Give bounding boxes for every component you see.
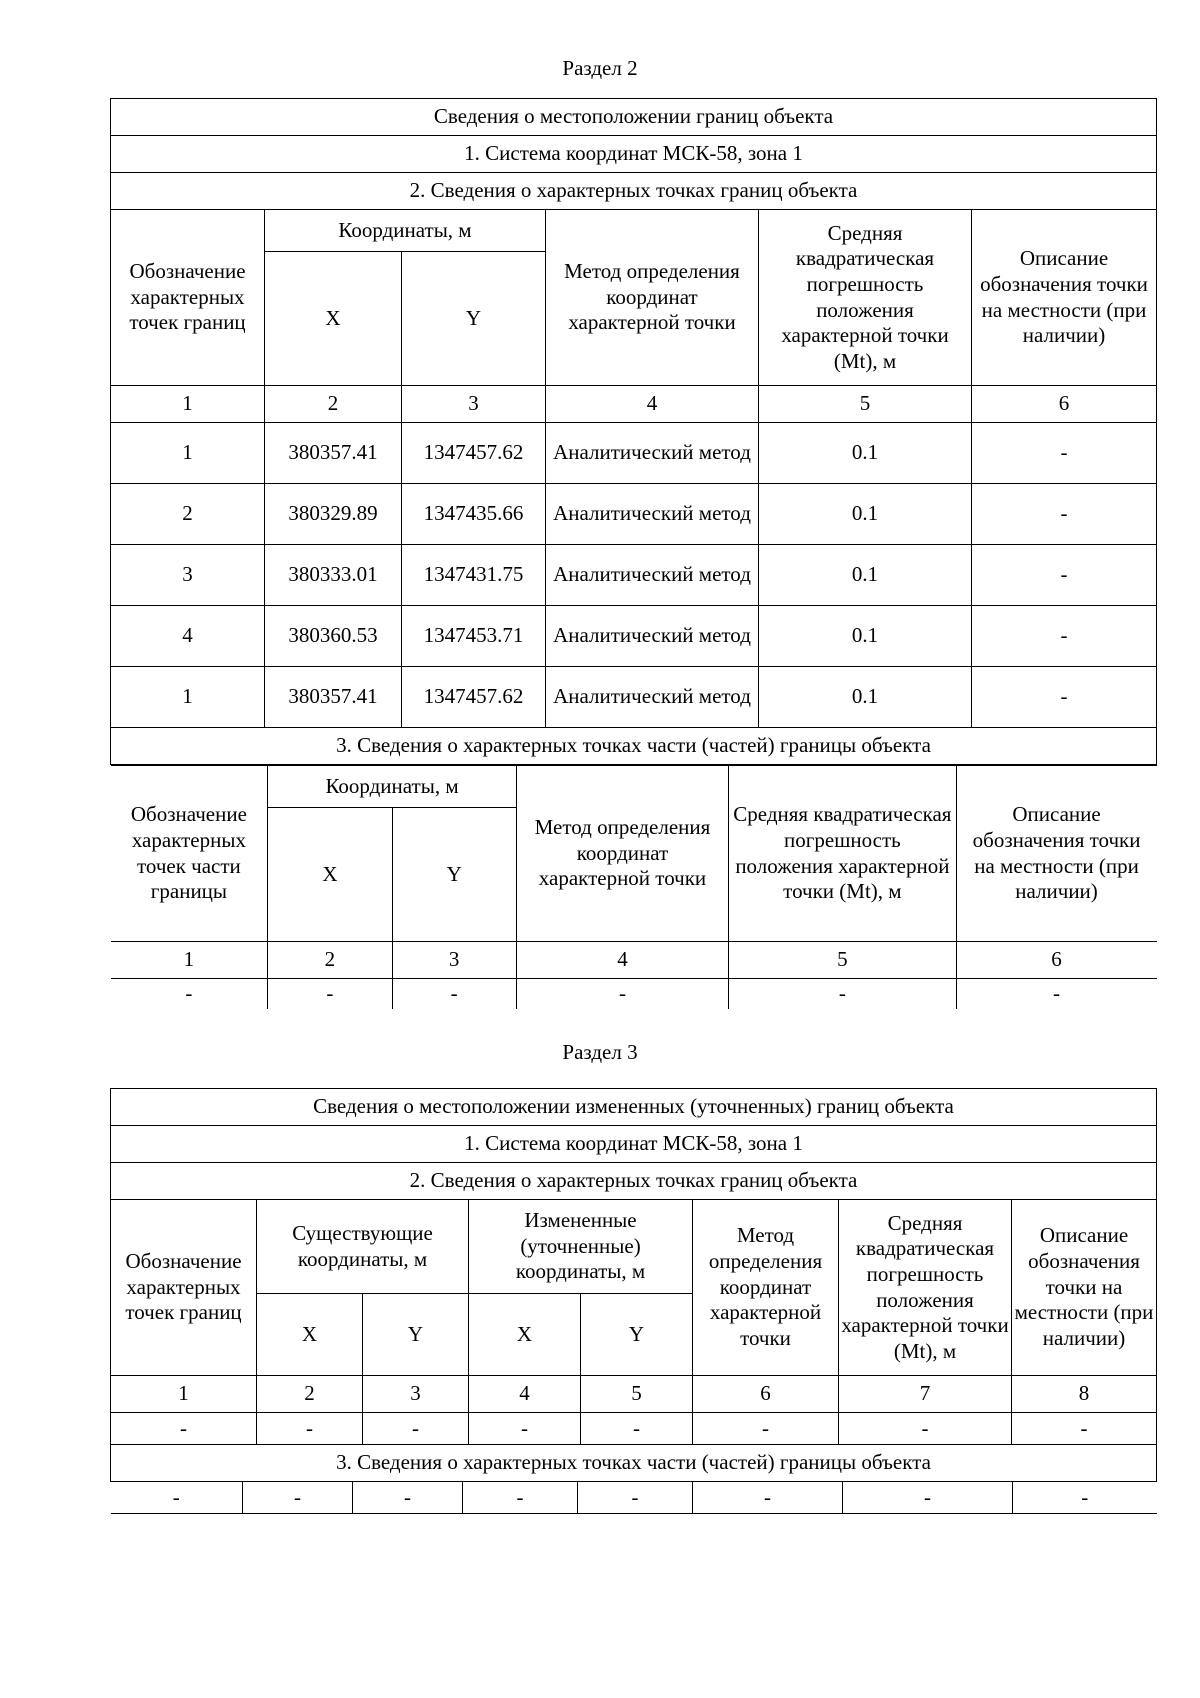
- parts-heading: 3. Сведения о характерных точках части (частей) границы объекта: [111, 1445, 1157, 1482]
- header-existing-coordinates: Существующие координаты, м: [257, 1200, 469, 1294]
- header-description: Описание обозначения точки на местности (при наличии): [1012, 1200, 1157, 1376]
- empty-cell: -: [257, 1413, 363, 1445]
- parts-data-row: [111, 979, 1157, 1010]
- error-cell: 0.1: [759, 667, 972, 728]
- table-title: Сведения о местоположении границ объекта: [111, 99, 1157, 136]
- points-heading-row: [111, 1163, 1157, 1200]
- parts-header-y: Y: [392, 808, 516, 942]
- empty-cell: -: [956, 979, 1156, 1010]
- parts-heading-row: [111, 728, 1157, 765]
- column-number: 1: [111, 1376, 257, 1413]
- y-cell: 1347435.66: [402, 484, 546, 545]
- table-row: [111, 423, 1157, 484]
- empty-cell: -: [581, 1413, 693, 1445]
- table-row: [111, 1413, 1157, 1445]
- points-heading: 2. Сведения о характерных точках границ объекта: [111, 173, 1157, 210]
- header-x: X: [265, 252, 402, 386]
- parts-row-container: [111, 1482, 1157, 1515]
- header-error: Средняя квадратическая погрешность положения характерной точки (Mt), м: [839, 1200, 1012, 1376]
- parts-table-row: [111, 765, 1157, 1010]
- empty-cell: -: [729, 979, 956, 1010]
- table-title-row: [111, 99, 1157, 136]
- parts-header-designation: Обозначение характерных точек части границы: [111, 766, 268, 942]
- column-number: 5: [729, 942, 956, 979]
- header-y: Y: [402, 252, 546, 386]
- parts-column-number-row: [111, 942, 1157, 979]
- empty-cell: -: [353, 1482, 463, 1514]
- empty-cell: -: [843, 1482, 1013, 1514]
- x-cell: 380333.01: [265, 545, 402, 606]
- header-method: Метод определения координат характерной точки: [693, 1200, 839, 1376]
- parts-heading-row: [111, 1445, 1157, 1482]
- empty-cell: -: [392, 979, 516, 1010]
- column-number: 4: [546, 386, 759, 423]
- y-cell: 1347453.71: [402, 606, 546, 667]
- empty-cell: -: [111, 1413, 257, 1445]
- header-changed-y: Y: [581, 1294, 693, 1376]
- coord-system-row: [111, 1126, 1157, 1163]
- empty-cell: -: [1013, 1482, 1157, 1514]
- empty-cell: -: [111, 979, 268, 1010]
- column-number: 2: [265, 386, 402, 423]
- column-number: 6: [693, 1376, 839, 1413]
- y-cell: 1347457.62: [402, 423, 546, 484]
- column-number: 6: [956, 942, 1156, 979]
- point-cell: 3: [111, 545, 265, 606]
- table-row: [111, 545, 1157, 606]
- points-heading-row: [111, 173, 1157, 210]
- empty-cell: -: [268, 979, 392, 1010]
- column-number: 3: [363, 1376, 469, 1413]
- header-existing-y: Y: [363, 1294, 469, 1376]
- table-title: Сведения о местоположении измененных (уточненных) границ объекта: [111, 1089, 1157, 1126]
- x-cell: 380357.41: [265, 423, 402, 484]
- section-2-title: Раздел 2: [562, 56, 638, 80]
- column-number: 1: [111, 942, 268, 979]
- point-cell: 2: [111, 484, 265, 545]
- point-cell: 1: [111, 423, 265, 484]
- method-cell: Аналитический метод: [546, 667, 759, 728]
- parts-table-container: [111, 1482, 1157, 1515]
- y-cell: 1347457.62: [402, 667, 546, 728]
- column-number: 5: [759, 386, 972, 423]
- empty-cell: -: [839, 1413, 1012, 1445]
- method-cell: Аналитический метод: [546, 606, 759, 667]
- empty-cell: -: [693, 1413, 839, 1445]
- coord-system-row: [111, 136, 1157, 173]
- description-cell: -: [972, 606, 1157, 667]
- parts-header-coordinates: Координаты, м: [268, 766, 516, 808]
- column-number: 4: [516, 942, 728, 979]
- header-changed-coordinates: Измененные (уточненные) координаты, м: [469, 1200, 693, 1294]
- empty-cell: -: [578, 1482, 693, 1514]
- error-cell: 0.1: [759, 423, 972, 484]
- table-row: [111, 606, 1157, 667]
- parts-header-x: X: [268, 808, 392, 942]
- description-cell: -: [972, 423, 1157, 484]
- empty-cell: -: [1012, 1413, 1157, 1445]
- header-method: Метод определения координат характерной точки: [546, 210, 759, 386]
- column-number: 3: [402, 386, 546, 423]
- parts-table-container: [111, 765, 1157, 1010]
- error-cell: 0.1: [759, 545, 972, 606]
- x-cell: 380329.89: [265, 484, 402, 545]
- error-cell: 0.1: [759, 484, 972, 545]
- empty-cell: -: [111, 1482, 243, 1514]
- column-number: 2: [268, 942, 392, 979]
- header-row: [111, 1200, 1157, 1294]
- parts-header-description: Описание обозначения точки на местности (при наличии): [956, 766, 1156, 942]
- section-3-title: Раздел 3: [562, 1040, 638, 1064]
- header-changed-x: X: [469, 1294, 581, 1376]
- column-number-row: [111, 386, 1157, 423]
- parts-header-row: [111, 766, 1157, 808]
- description-cell: -: [972, 667, 1157, 728]
- empty-cell: -: [243, 1482, 353, 1514]
- coord-system: 1. Система координат МСК-58, зона 1: [111, 1126, 1157, 1163]
- header-description: Описание обозначения точки на местности (при наличии): [972, 210, 1157, 386]
- parts-heading: 3. Сведения о характерных точках части (частей) границы объекта: [111, 728, 1157, 765]
- empty-cell: -: [516, 979, 728, 1010]
- header-coordinates: Координаты, м: [265, 210, 546, 252]
- empty-cell: -: [463, 1482, 578, 1514]
- parts-header-method: Метод определения координат характерной точки: [516, 766, 728, 942]
- header-designation: Обозначение характерных точек границ: [111, 210, 265, 386]
- x-cell: 380357.41: [265, 667, 402, 728]
- method-cell: Аналитический метод: [546, 423, 759, 484]
- y-cell: 1347431.75: [402, 545, 546, 606]
- empty-cell: -: [469, 1413, 581, 1445]
- column-number: 5: [581, 1376, 693, 1413]
- column-number-row: [111, 1376, 1157, 1413]
- points-heading: 2. Сведения о характерных точках границ объекта: [111, 1163, 1157, 1200]
- table-title-row: [111, 1089, 1157, 1126]
- header-row: [111, 210, 1157, 252]
- error-cell: 0.1: [759, 606, 972, 667]
- table-row: [111, 484, 1157, 545]
- section-2-table: [110, 98, 1157, 1009]
- empty-cell: -: [693, 1482, 843, 1514]
- method-cell: Аналитический метод: [546, 484, 759, 545]
- header-designation: Обозначение характерных точек границ: [111, 1200, 257, 1376]
- column-number: 4: [469, 1376, 581, 1413]
- description-cell: -: [972, 484, 1157, 545]
- parts-header-error: Средняя квадратическая погрешность положения характерной точки (Mt), м: [729, 766, 956, 942]
- table-row: [111, 667, 1157, 728]
- column-number: 6: [972, 386, 1157, 423]
- parts-table: [111, 1482, 1157, 1514]
- header-existing-x: X: [257, 1294, 363, 1376]
- column-number: 1: [111, 386, 265, 423]
- point-cell: 1: [111, 667, 265, 728]
- point-cell: 4: [111, 606, 265, 667]
- method-cell: Аналитический метод: [546, 545, 759, 606]
- column-number: 8: [1012, 1376, 1157, 1413]
- column-number: 7: [839, 1376, 1012, 1413]
- column-number: 2: [257, 1376, 363, 1413]
- column-number: 3: [392, 942, 516, 979]
- coord-system: 1. Система координат МСК-58, зона 1: [111, 136, 1157, 173]
- section-3-table: [110, 1088, 1157, 1514]
- empty-cell: -: [363, 1413, 469, 1445]
- parts-table: [111, 765, 1157, 1009]
- description-cell: -: [972, 545, 1157, 606]
- header-error: Средняя квадратическая погрешность положения характерной точки (Mt), м: [759, 210, 972, 386]
- x-cell: 380360.53: [265, 606, 402, 667]
- parts-data-row: [111, 1482, 1157, 1514]
